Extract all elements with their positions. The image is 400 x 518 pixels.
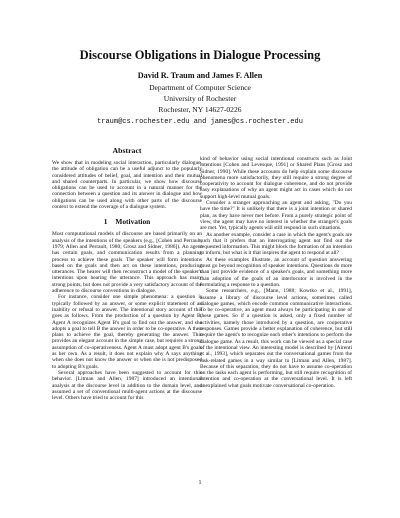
body-paragraph: Consider a stranger approaching an agent and asking, "Do you have the time?" It is unlikely that there is a joint intention or shared plan, as they have never met before. From a purely strategic point of view, the agent may have no interest in whether the stranger's goals are met. Yet, typically agents will still respond in such situations. <box>200 200 352 232</box>
body-paragraph: For instance, consider one simple phenomena: a question is typically followed by an answer, or some explicit statement of an inability or refusal to answer. The intentional story account of this goes as follows. From the production of a question by Agent B, Agent A recognizes Agent B's goal to find out the answer, and she adopts a goal to tell B the answer in order to be co-operative. A then plans to achieve the goal, thereby generating the answer. This provides an elegant account in the simple case, but requires a strong assumption of co-operativeness. Agent A must adopt agent B's goals as her own. As a result, it does not explain why A says anything when she does not know the answer or when she is not predisposed to adopting B's goals. <box>52 294 202 370</box>
body-paragraph: Most computational models of discourse are based primarily on an analysis of the intentions of the speakers (e.g., [Cohen and Perrault, 1979; Allen and Perrault, 1980; Grosz and Sidner, 1986]). An agent has certain goals, and communication results from a planning process to achieve these goals. The speaker will form intentions based on the goals and then act on these intentions, producing utterances. The hearer will then reconstruct a model of the speaker's intentions upon hearing the utterance. This approach has many strong points, but does not provide a very satisfactory account of the adherence to discourse conventions in dialogue. <box>52 231 202 295</box>
paper-title: Discourse Obligations in Dialogue Processing <box>79 48 321 62</box>
abstract-text: We show that in modeling social interaction, particularly dialogue, the attitude of obligation can be a useful adjunct to the popularly considered attitudes of belief, goal, and intention and their mutual and shared counterparts. In particular, we show how discourse obligations can be used to account in a natural manner for the connection between a question and its answer in dialogue and how obligations can be used along with other parts of the discourse context to extend the coverage of a dialogue system. <box>52 160 202 211</box>
affiliation-address: Rochester, NY 14627-0226 <box>158 105 242 114</box>
abstract-heading: Abstract <box>112 146 142 155</box>
body-paragraph: Some researchers, e.g., [Mann, 1988; Kowtko et al., 1991], assume a library of discourse level actions, sometimes called dialogue games, which encode common communicative interactions. To be co-operative, an agent must always be participating in one of these games. So if a question is asked, only a fixed number of activities, namely those introduced by a question, are cooperative responses. Games provide a better explanation of coherence, but still require the agent's to recognize each other's intentions to perform the dialogue game. As a result, this work can be viewed as a special case of the intentional view. An interesting model is described by [Airenti et al., 1993], which separates out the conversational games from the task-related games in a way similar to [Litman and Allen, 1987]. Because of this separation, they do not have to assume co-operation on the tasks each agent is performing, but still require recognition of intention and co-operation at the conversational level. It is left unexplained what goals motivate conversational co-operation. <box>200 288 352 389</box>
section-number: 1 <box>103 217 108 227</box>
left-column <box>52 146 202 401</box>
section-heading <box>52 217 202 226</box>
affiliation-department: Department of Computer Science <box>149 83 251 92</box>
body-paragraph: As these examples illustrate, an account of question answering must go beyond recognition of speaker intentions. Questions do more than just provide evidence of a speaker's goals, and something more than adoption of the goals of an interlocutor is involved in the formulating a response to a question. <box>200 256 352 288</box>
body-paragraph: As another example, consider a case in which the agent's goals are such that it prefers that an interrogating agent not find out the requested information. This might block the formation of an intention to inform, but what is it that inspires the agent to respond at all? <box>200 231 352 257</box>
body-paragraph: kind of behavior using social intentional constructs such as Joint intentions [Cohen and Levesque, 1991] or Shared Plans [Grosz and Sidner, 1990]. While these accounts do help explain some discourse phenomena more satisfactorily, they still require a strong degree of cooperativity to account for dialogue coherence, and do not provide easy explanations of why an agent might act in cases which do not support high-level mutual goals. <box>200 156 352 200</box>
author-emails: traum@cs.rochester.edu and james@cs.rochester.edu <box>97 118 303 126</box>
body-paragraph: Several approaches have been suggested to account for this behavior. [Litman and Allen, 1987] introduced an intentional analysis at the discourse level in addition to the domain level, and assumed a set of conventional multi-agent actions at the discourse level. Others have tried to account for this <box>52 369 202 402</box>
section-title: Motivation <box>115 217 151 227</box>
right-column <box>200 156 352 389</box>
affiliation-university: University of Rochester <box>163 94 237 103</box>
page-number: 1 <box>198 480 202 486</box>
paper-authors: David R. Traum and James F. Allen <box>137 71 263 80</box>
